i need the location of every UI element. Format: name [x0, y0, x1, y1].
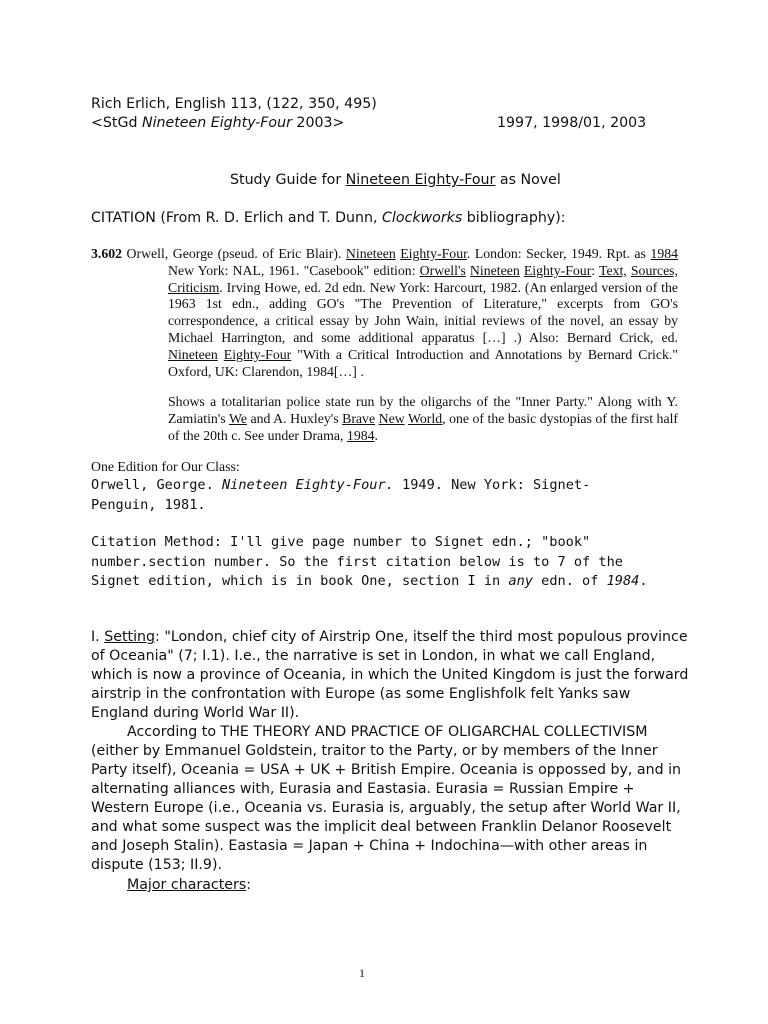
page-number: [359, 965, 365, 982]
header-years-text: 1997, 1998/01, 2003: [497, 115, 647, 131]
entry-paragraph-1: 3.602 Orwell, George (pseud. of Eric Blair). Nineteen Eighty-Four. London: Secker, 1949. Rpt. as 1984 New York: NAL, 1961. "Casebook" edition: Orwell's Nineteen Eighty-Four: Text, Sources, Criticism. Irving Howe, ed. 2d edn. New York: Harcourt, 1982. (An enlarged version of the 1963 1st edn., adding GO's "The Prevention of Literature," excerpts from GO's correspondence, a critical essay by John Wain, initial reviews of the novel, an essay by Michael Harrington, and some additional apparatus […] .) Also: Bernard Crick, ed. Nineteen Eighty-Four "With a Critical Introduction and Annotations by Bernard Crick." Oxford, UK: Clarendon, 1984[…] .: [91, 246, 679, 379]
guide-tag-prefix: <StGd: [91, 115, 142, 131]
page-number-text: 1: [359, 966, 365, 980]
citation-method: [91, 533, 711, 592]
edition-label: [91, 459, 240, 476]
major-characters-label: Major characters: [127, 877, 247, 893]
page-title: [230, 171, 561, 190]
citation-heading-italic: Clockworks: [382, 210, 463, 226]
title-book: Nineteen Eighty-Four: [345, 172, 496, 188]
header-course-text: Rich Erlich, English 113, (122, 350, 495): [91, 96, 377, 112]
method-line-2: number.section number. So the first citation below is to 7 of the: [91, 553, 623, 570]
edition-label-text: One Edition for Our Class:: [91, 459, 240, 474]
setting-paragraph-1: I. Setting: "London, chief city of Airstrip One, itself the third most populous province of Oceania" (7; I.1). I.e., the narrative is set in London, in what we call England, which is now a province of Oceania, in which the United Kingdom is just the forward airstrip in the confrontation with Europe (as some Englishfolk felt Yanks saw England during World War II).: [91, 629, 689, 721]
setting-paragraph-2: According to THE THEORY AND PRACTICE OF OLIGARCHAL COLLECTIVISM (either by Emmanuel Goldstein, traitor to the Party, or by members of the Inner Party itself), Oceania = USA + UK + British Empire. Oceania is oppossed by, and in alternating alliances with, Eurasia and Eastasia. Eurasia = Russian Empire + Western Europe (i.e., Oceania vs. Eurasia is, arguably, the setup after World War II, and what some suspect was the implicit deal between Franklin Delanor Roosevelt and Joseph Stalin). Eastasia = Japan + China + Indochina—with other areas in dispute (153; II.9).: [91, 724, 682, 873]
method-line-3: Signet edition, which is in book One, section I in any edn. of 1984.: [91, 573, 648, 589]
citation-heading: [91, 209, 566, 228]
method-line-1: Citation Method: I'll give page number to Signet edn.; "book": [91, 534, 591, 550]
citation-heading-suffix: bibliography):: [462, 210, 566, 226]
major-characters-heading: Major characters:: [127, 877, 252, 893]
header-guide-tag: [91, 114, 344, 133]
header-years: [497, 114, 646, 133]
header-course-line: [91, 95, 377, 114]
title-suffix: as Novel: [495, 172, 561, 188]
guide-tag-title: Nineteen Eighty-Four: [141, 115, 292, 131]
edition-line-2: Penguin, 1981.: [91, 496, 206, 513]
guide-tag-suffix: 2003>: [291, 115, 345, 131]
edition-line-1: Orwell, George. Nineteen Eighty-Four. 1949. New York: Signet-: [91, 477, 591, 493]
edition-citation: [91, 476, 691, 515]
setting-section: [91, 628, 689, 875]
citation-heading-prefix: CITATION (From R. D. Erlich and T. Dunn,: [91, 210, 383, 226]
setting-label: Setting: [104, 629, 156, 645]
entry-paragraph-2: Shows a totalitarian police state run by the oligarchs of the "Inner Party." Along with Y. Zamiatin's We and A. Huxley's Brave New World, one of the basic dystopias of the first half of the 20th c. See under Drama, 1984.: [168, 394, 679, 443]
bibliography-entry: [91, 246, 678, 445]
title-prefix: Study Guide for: [230, 172, 346, 188]
entry-number: 3.602: [91, 246, 123, 261]
